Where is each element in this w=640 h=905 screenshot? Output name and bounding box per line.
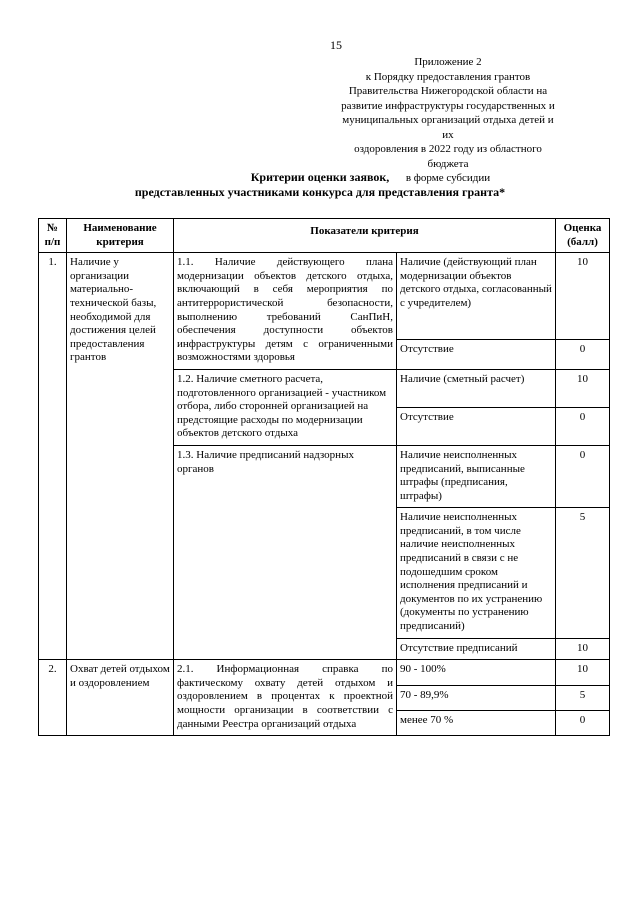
indicator-text: 1.1. Наличие действующего плана модернизации объектов детского отдыха, включающий в себя мероприятия по антитеррористической безопасности, выполнению требований СанПиН, обеспечения доступности объектов инфраструктуры детям с ограниченными возможностями здоровья xyxy=(174,253,397,370)
indicator-option: Отсутствие предписаний xyxy=(397,638,556,660)
score-value: 5 xyxy=(556,685,610,710)
criterion-number: 2. xyxy=(39,660,67,736)
score-value: 0 xyxy=(556,407,610,445)
score-value: 10 xyxy=(556,638,610,660)
table-body xyxy=(39,253,610,736)
indicator-option: Наличие неисполненных предписаний, выписанные штрафы (предписания, штрафы) xyxy=(397,445,556,507)
score-value: 0 xyxy=(556,710,610,735)
header-num: № п/п xyxy=(39,219,67,253)
appendix-line: в форме субсидии xyxy=(405,172,491,184)
indicator-option: 90 - 100% xyxy=(397,660,556,685)
criteria-table xyxy=(38,218,610,736)
score-value: 10 xyxy=(556,369,610,407)
indicator-option: Наличие (сметный расчет) xyxy=(397,369,556,407)
criterion-name: Наличие у организации материально-технической базы, необходимой для достижения целей предоставления грантов xyxy=(67,253,174,660)
title-line: Критерии оценки заявок, xyxy=(250,170,390,184)
indicator-option: 70 - 89,9% xyxy=(397,685,556,710)
header-indicators: Показатели критерия xyxy=(174,219,556,253)
indicator-text: 1.3. Наличие предписаний надзорных органов xyxy=(174,445,397,659)
indicator-option: менее 70 % xyxy=(397,710,556,735)
score-value: 10 xyxy=(556,253,610,340)
page-number: 15 xyxy=(330,38,342,52)
indicator-text: 1.2. Наличие сметного расчета, подготовленного организацией - участником отбора, либо сторонней организацией на предстоящие расходы по модернизации объектов детского отдыха xyxy=(174,369,397,445)
score-value: 10 xyxy=(556,660,610,685)
appendix-line: развитие инфраструктуры государственных и xyxy=(341,99,555,112)
appendix-line: Приложение 2 xyxy=(414,56,482,68)
indicator-option: Отсутствие xyxy=(397,407,556,445)
indicator-option: Наличие неисполненных предписаний, в том числе наличие неисполненных предписаний в связи с не подошедшим сроком исполнения предписаний и документов по их устранению (документы по устранению предписаний) xyxy=(397,508,556,638)
appendix-block xyxy=(338,55,558,186)
indicator-text: 2.1. Информационная справка по фактическому охвату детей отдыхом и оздоровлением в процентах к проектной мощности организации в соответствии с данными Реестра организаций отдыха xyxy=(174,660,397,736)
score-value: 5 xyxy=(556,508,610,638)
criterion-number: 1. xyxy=(39,253,67,660)
appendix-line: Правительства Нижегородской области на xyxy=(348,85,548,97)
table-header-row xyxy=(39,219,610,253)
header-score: Оценка (балл) xyxy=(556,219,610,253)
appendix-line: оздоровления в 2022 году из областного бюджета xyxy=(354,143,542,170)
document-title xyxy=(40,170,600,200)
indicator-option: Наличие (действующий план модернизации объектов детского отдыха, согласованный с учредителем) xyxy=(397,253,556,340)
indicator-option: Отсутствие xyxy=(397,339,556,369)
score-value: 0 xyxy=(556,445,610,507)
appendix-line: к Порядку предоставления грантов xyxy=(365,70,531,83)
appendix-line: муниципальных организаций отдыха детей и их xyxy=(342,114,554,141)
header-name: Наименование критерия xyxy=(67,219,174,253)
table-row xyxy=(39,253,610,340)
table-row xyxy=(39,660,610,685)
criterion-name: Охват детей отдыхом и оздоровлением xyxy=(67,660,174,736)
score-value: 0 xyxy=(556,339,610,369)
title-line: представленных участниками конкурса для представления гранта* xyxy=(134,185,506,199)
